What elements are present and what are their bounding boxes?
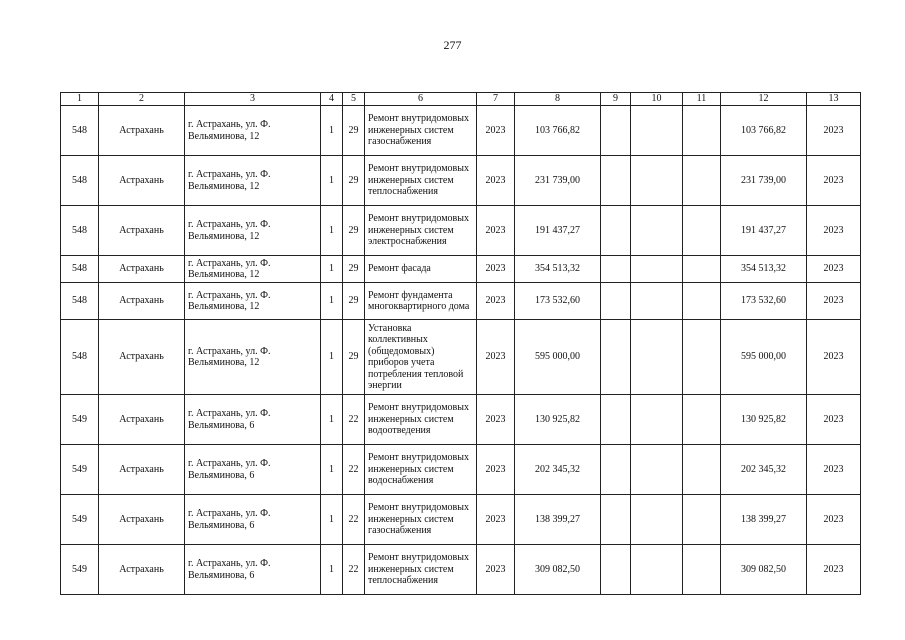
col9-cell (601, 445, 631, 495)
city-cell: Астрахань (99, 206, 185, 256)
table-row (61, 283, 861, 320)
address-cell: г. Астрахань, ул. Ф. Вельяминова, 12 (185, 156, 321, 206)
table-row (61, 320, 861, 395)
col13-cell: 2023 (807, 283, 861, 320)
column-header: 11 (683, 93, 721, 106)
table-body (61, 106, 861, 595)
city-cell: Астрахань (99, 106, 185, 156)
col9-cell (601, 106, 631, 156)
col9-cell (601, 156, 631, 206)
table-row (61, 445, 861, 495)
address-cell: г. Астрахань, ул. Ф. Вельяминова, 6 (185, 445, 321, 495)
city-cell: Астрахань (99, 445, 185, 495)
column-header: 4 (321, 93, 343, 106)
col5-cell: 29 (343, 283, 365, 320)
col13-cell: 2023 (807, 445, 861, 495)
col13-cell: 2023 (807, 256, 861, 283)
col10-cell (631, 545, 683, 595)
table-row (61, 206, 861, 256)
column-header: 3 (185, 93, 321, 106)
cost-cell: 595 000,00 (515, 320, 601, 395)
col5-cell: 29 (343, 256, 365, 283)
address-cell: г. Астрахань, ул. Ф. Вельяминова, 6 (185, 495, 321, 545)
col5-cell: 22 (343, 545, 365, 595)
col4-cell: 1 (321, 320, 343, 395)
table-row (61, 495, 861, 545)
col13-cell: 2023 (807, 495, 861, 545)
works-table (60, 92, 861, 595)
col5-cell: 22 (343, 395, 365, 445)
column-header: 8 (515, 93, 601, 106)
row-number: 549 (61, 395, 99, 445)
work-type-cell: Ремонт внутридомовых инженерных систем водоотведения (365, 395, 477, 445)
address-cell: г. Астрахань, ул. Ф. Вельяминова, 12 (185, 283, 321, 320)
col5-cell: 29 (343, 206, 365, 256)
row-number: 548 (61, 206, 99, 256)
cost-cell: 309 082,50 (515, 545, 601, 595)
cost-cell: 130 925,82 (515, 395, 601, 445)
row-number: 549 (61, 495, 99, 545)
column-header: 5 (343, 93, 365, 106)
city-cell: Астрахань (99, 495, 185, 545)
work-type-cell: Ремонт внутридомовых инженерных систем теплоснабжения (365, 156, 477, 206)
work-type-cell: Установка коллективных (общедомовых) приборов учета потребления тепловой энергии (365, 320, 477, 395)
col5-cell: 29 (343, 156, 365, 206)
col4-cell: 1 (321, 545, 343, 595)
column-header: 2 (99, 93, 185, 106)
col10-cell (631, 445, 683, 495)
year-cell: 2023 (477, 106, 515, 156)
address-cell: г. Астрахань, ул. Ф. Вельяминова, 6 (185, 545, 321, 595)
col11-cell (683, 206, 721, 256)
cost-cell: 231 739,00 (515, 156, 601, 206)
col11-cell (683, 156, 721, 206)
column-header: 1 (61, 93, 99, 106)
col13-cell: 2023 (807, 106, 861, 156)
work-type-cell: Ремонт внутридомовых инженерных систем газоснабжения (365, 495, 477, 545)
col9-cell (601, 256, 631, 283)
work-type-cell: Ремонт внутридомовых инженерных систем теплоснабжения (365, 545, 477, 595)
year-cell: 2023 (477, 495, 515, 545)
col13-cell: 2023 (807, 156, 861, 206)
address-cell: г. Астрахань, ул. Ф. Вельяминова, 12 (185, 206, 321, 256)
col9-cell (601, 495, 631, 545)
city-cell: Астрахань (99, 320, 185, 395)
year-cell: 2023 (477, 320, 515, 395)
work-type-cell: Ремонт внутридомовых инженерных систем водоснабжения (365, 445, 477, 495)
col13-cell: 2023 (807, 545, 861, 595)
col11-cell (683, 545, 721, 595)
col10-cell (631, 156, 683, 206)
col4-cell: 1 (321, 283, 343, 320)
row-number: 548 (61, 256, 99, 283)
year-cell: 2023 (477, 256, 515, 283)
col5-cell: 22 (343, 495, 365, 545)
col11-cell (683, 445, 721, 495)
column-header: 10 (631, 93, 683, 106)
col11-cell (683, 106, 721, 156)
col4-cell: 1 (321, 495, 343, 545)
col12-cell: 354 513,32 (721, 256, 807, 283)
cost-cell: 173 532,60 (515, 283, 601, 320)
col12-cell: 309 082,50 (721, 545, 807, 595)
year-cell: 2023 (477, 395, 515, 445)
col4-cell: 1 (321, 156, 343, 206)
col12-cell: 138 399,27 (721, 495, 807, 545)
cost-cell: 191 437,27 (515, 206, 601, 256)
address-cell: г. Астрахань, ул. Ф. Вельяминова, 12 (185, 106, 321, 156)
col4-cell: 1 (321, 106, 343, 156)
column-header: 6 (365, 93, 477, 106)
col9-cell (601, 283, 631, 320)
col9-cell (601, 320, 631, 395)
table-row (61, 545, 861, 595)
col10-cell (631, 256, 683, 283)
address-cell: г. Астрахань, ул. Ф. Вельяминова, 12 (185, 320, 321, 395)
col4-cell: 1 (321, 445, 343, 495)
col12-cell: 595 000,00 (721, 320, 807, 395)
row-number: 549 (61, 445, 99, 495)
page-number: 277 (443, 38, 462, 52)
col10-cell (631, 283, 683, 320)
year-cell: 2023 (477, 545, 515, 595)
col9-cell (601, 206, 631, 256)
column-header: 13 (807, 93, 861, 106)
col12-cell: 202 345,32 (721, 445, 807, 495)
work-type-cell: Ремонт внутридомовых инженерных систем газоснабжения (365, 106, 477, 156)
city-cell: Астрахань (99, 256, 185, 283)
col10-cell (631, 206, 683, 256)
column-header: 7 (477, 93, 515, 106)
cost-cell: 103 766,82 (515, 106, 601, 156)
cost-cell: 138 399,27 (515, 495, 601, 545)
col13-cell: 2023 (807, 320, 861, 395)
city-cell: Астрахань (99, 395, 185, 445)
year-cell: 2023 (477, 156, 515, 206)
table-row (61, 156, 861, 206)
col12-cell: 130 925,82 (721, 395, 807, 445)
address-cell: г. Астрахань, ул. Ф. Вельяминова, 6 (185, 395, 321, 445)
col12-cell: 231 739,00 (721, 156, 807, 206)
row-number: 548 (61, 283, 99, 320)
header-row (61, 93, 861, 106)
year-cell: 2023 (477, 206, 515, 256)
col10-cell (631, 320, 683, 395)
col12-cell: 173 532,60 (721, 283, 807, 320)
row-number: 548 (61, 320, 99, 395)
work-type-cell: Ремонт фундамента многоквартирного дома (365, 283, 477, 320)
column-header: 9 (601, 93, 631, 106)
col13-cell: 2023 (807, 395, 861, 445)
cost-cell: 202 345,32 (515, 445, 601, 495)
table-row (61, 256, 861, 283)
year-cell: 2023 (477, 283, 515, 320)
city-cell: Астрахань (99, 156, 185, 206)
work-type-cell: Ремонт фасада (365, 256, 477, 283)
col12-cell: 191 437,27 (721, 206, 807, 256)
address-cell: г. Астрахань, ул. Ф. Вельяминова, 12 (185, 256, 321, 283)
col5-cell: 22 (343, 445, 365, 495)
col4-cell: 1 (321, 206, 343, 256)
work-type-cell: Ремонт внутридомовых инженерных систем электроснабжения (365, 206, 477, 256)
col4-cell: 1 (321, 395, 343, 445)
col12-cell: 103 766,82 (721, 106, 807, 156)
table-row (61, 395, 861, 445)
col11-cell (683, 256, 721, 283)
year-cell: 2023 (477, 445, 515, 495)
column-header: 12 (721, 93, 807, 106)
row-number: 548 (61, 106, 99, 156)
row-number: 549 (61, 545, 99, 595)
city-cell: Астрахань (99, 545, 185, 595)
col10-cell (631, 395, 683, 445)
col10-cell (631, 106, 683, 156)
col13-cell: 2023 (807, 206, 861, 256)
col11-cell (683, 495, 721, 545)
row-number: 548 (61, 156, 99, 206)
col11-cell (683, 395, 721, 445)
col9-cell (601, 545, 631, 595)
col11-cell (683, 283, 721, 320)
col5-cell: 29 (343, 106, 365, 156)
col5-cell: 29 (343, 320, 365, 395)
city-cell: Астрахань (99, 283, 185, 320)
col11-cell (683, 320, 721, 395)
col9-cell (601, 395, 631, 445)
col10-cell (631, 495, 683, 545)
cost-cell: 354 513,32 (515, 256, 601, 283)
col4-cell: 1 (321, 256, 343, 283)
table-row (61, 106, 861, 156)
